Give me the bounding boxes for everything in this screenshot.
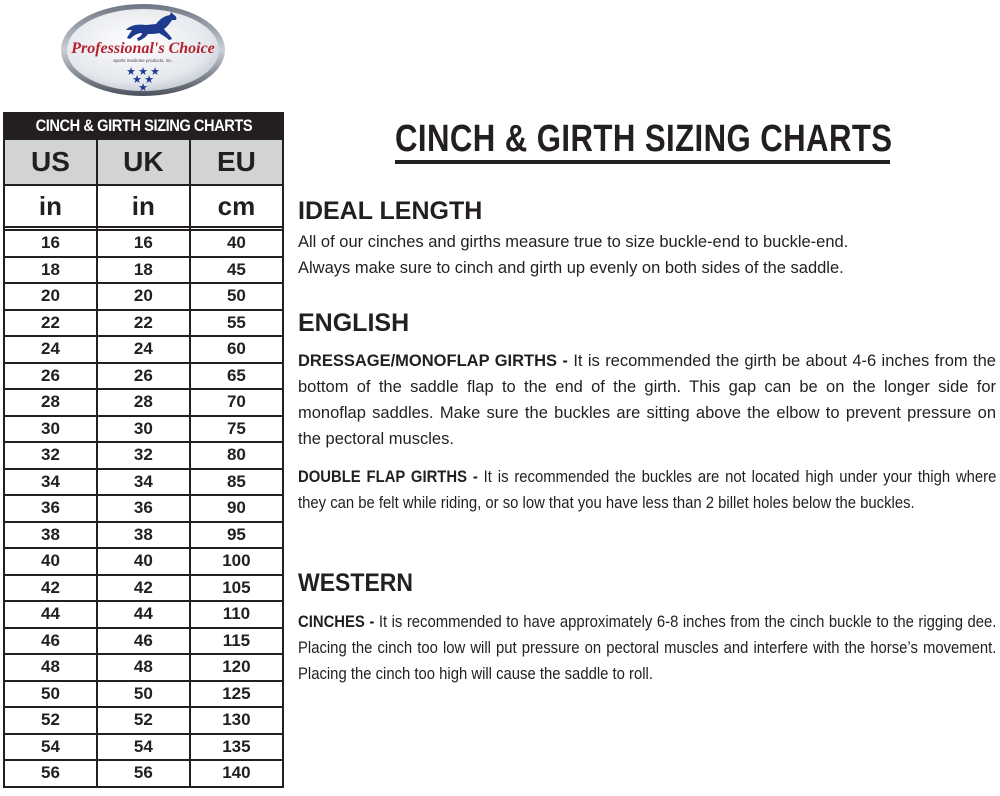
svg-text:★: ★ (132, 73, 142, 86)
table-row (4, 310, 283, 337)
cell-us: 44 (4, 601, 97, 628)
table-row (4, 363, 283, 390)
cell-us: 32 (4, 442, 97, 469)
cell-uk: 34 (97, 469, 190, 496)
heading-western: WESTERN (298, 569, 413, 597)
cell-us: 30 (4, 416, 97, 443)
svg-text:★: ★ (138, 81, 148, 94)
ideal-length-line-1: All of our cinches and girths measure true to size buckle-end to buckle-end. (298, 233, 849, 251)
table-row (4, 416, 283, 443)
cell-us: 46 (4, 628, 97, 655)
heading-english: ENGLISH (298, 309, 410, 337)
professionals-choice-logo-icon (60, 3, 226, 97)
cell-eu: 90 (190, 495, 283, 522)
heading-ideal-length: IDEAL LENGTH (298, 197, 483, 225)
cell-us: 50 (4, 681, 97, 708)
cell-eu: 70 (190, 389, 283, 416)
cell-eu: 105 (190, 575, 283, 602)
svg-text:Professional's Choice: Professional's Choice (71, 40, 215, 57)
table-row (4, 469, 283, 496)
ideal-length-text (298, 229, 996, 281)
table-row (4, 336, 283, 363)
cell-uk: 42 (97, 575, 190, 602)
cell-uk: 20 (97, 283, 190, 310)
cell-eu: 125 (190, 681, 283, 708)
cell-eu: 40 (190, 230, 283, 257)
table-row (4, 495, 283, 522)
cell-eu: 45 (190, 257, 283, 284)
table-row (4, 601, 283, 628)
table-row (4, 257, 283, 284)
cell-eu: 100 (190, 548, 283, 575)
cell-uk: 22 (97, 310, 190, 337)
svg-text:★: ★ (138, 65, 148, 78)
cell-eu: 95 (190, 522, 283, 549)
dressage-monoflap-text (298, 348, 996, 452)
cell-us: 16 (4, 230, 97, 257)
cell-us: 24 (4, 336, 97, 363)
cell-uk: 46 (97, 628, 190, 655)
svg-text:sports medicine products, inc.: sports medicine products, inc. (113, 58, 173, 63)
dressage-lead: DRESSAGE/MONOFLAP GIRTHS - (298, 352, 574, 370)
cell-uk: 40 (97, 548, 190, 575)
cell-eu: 120 (190, 654, 283, 681)
cell-eu: 80 (190, 442, 283, 469)
cell-us: 18 (4, 257, 97, 284)
cell-us: 40 (4, 548, 97, 575)
cell-eu: 140 (190, 760, 283, 787)
cell-uk: 32 (97, 442, 190, 469)
cell-us: 56 (4, 760, 97, 787)
cell-uk: 30 (97, 416, 190, 443)
table-row (4, 654, 283, 681)
ideal-length-line-2: Always make sure to cinch and girth up evenly on both sides of the saddle. (298, 259, 844, 277)
cell-uk: 48 (97, 654, 190, 681)
cell-eu: 75 (190, 416, 283, 443)
cell-uk: 44 (97, 601, 190, 628)
table-row (4, 575, 283, 602)
brand-logo (60, 3, 226, 97)
cell-eu: 60 (190, 336, 283, 363)
cell-us: 28 (4, 389, 97, 416)
column-header-uk: UK (97, 139, 190, 185)
svg-text:★: ★ (150, 65, 160, 78)
cell-eu: 110 (190, 601, 283, 628)
cell-us: 52 (4, 707, 97, 734)
column-header-us: US (4, 139, 97, 185)
cell-us: 20 (4, 283, 97, 310)
cell-eu: 65 (190, 363, 283, 390)
double-flap-text (298, 464, 996, 516)
unit-eu: cm (190, 185, 283, 227)
cell-us: 36 (4, 495, 97, 522)
table-row (4, 442, 283, 469)
cell-uk: 50 (97, 681, 190, 708)
cell-us: 26 (4, 363, 97, 390)
cell-eu: 130 (190, 707, 283, 734)
cell-eu: 115 (190, 628, 283, 655)
cell-eu: 135 (190, 734, 283, 761)
table-row (4, 734, 283, 761)
cell-eu: 55 (190, 310, 283, 337)
cell-uk: 24 (97, 336, 190, 363)
table-title: CINCH & GIRTH SIZING CHARTS (4, 113, 283, 139)
table-row (4, 522, 283, 549)
cell-uk: 38 (97, 522, 190, 549)
cinches-lead: CINCHES - (298, 613, 379, 631)
cinches-text (298, 609, 996, 687)
cell-us: 54 (4, 734, 97, 761)
table-row (4, 707, 283, 734)
dressage-body: It is recommended the girth be about 4-6 inches from the bottom of the saddle flap to the end of the girth. This gap can be on the longer side for monoflap saddles. Make sure the buckles are sitting above the elbow to prevent pressure on the pectoral muscles. (298, 352, 996, 448)
double-flap-lead: DOUBLE FLAP GIRTHS - (298, 468, 484, 486)
cinches-body: It is recommended to have approximately 6-8 inches from the cinch buckle to the rigging dee. Placing the cinch too low will put pressure on pectoral muscles and interfere with the horse’s movement. Placing the cinch too high will cause the saddle to roll. (298, 613, 997, 683)
table-row (4, 628, 283, 655)
table-row (4, 230, 283, 257)
table-row (4, 548, 283, 575)
table-row (4, 283, 283, 310)
cell-uk: 26 (97, 363, 190, 390)
unit-uk: in (97, 185, 190, 227)
double-flap-body: It is recommended the buckles are not located high under your thigh where they can be felt while riding, or so low that you have less than 2 billet holes below the buckles. (298, 468, 997, 512)
cell-us: 34 (4, 469, 97, 496)
cell-uk: 16 (97, 230, 190, 257)
cell-us: 22 (4, 310, 97, 337)
unit-us: in (4, 185, 97, 227)
svg-text:★: ★ (144, 73, 154, 86)
cell-uk: 18 (97, 257, 190, 284)
cell-uk: 56 (97, 760, 190, 787)
page-title: CINCH & GIRTH SIZING CHARTS (395, 118, 890, 164)
cell-uk: 52 (97, 707, 190, 734)
cell-uk: 54 (97, 734, 190, 761)
table-row (4, 681, 283, 708)
cell-us: 42 (4, 575, 97, 602)
table-row (4, 760, 283, 787)
cell-uk: 28 (97, 389, 190, 416)
sizing-table (3, 112, 284, 788)
svg-text:★: ★ (126, 65, 136, 78)
cell-eu: 85 (190, 469, 283, 496)
cell-us: 48 (4, 654, 97, 681)
table-row (4, 389, 283, 416)
column-header-eu: EU (190, 139, 283, 185)
cell-us: 38 (4, 522, 97, 549)
cell-uk: 36 (97, 495, 190, 522)
cell-eu: 50 (190, 283, 283, 310)
